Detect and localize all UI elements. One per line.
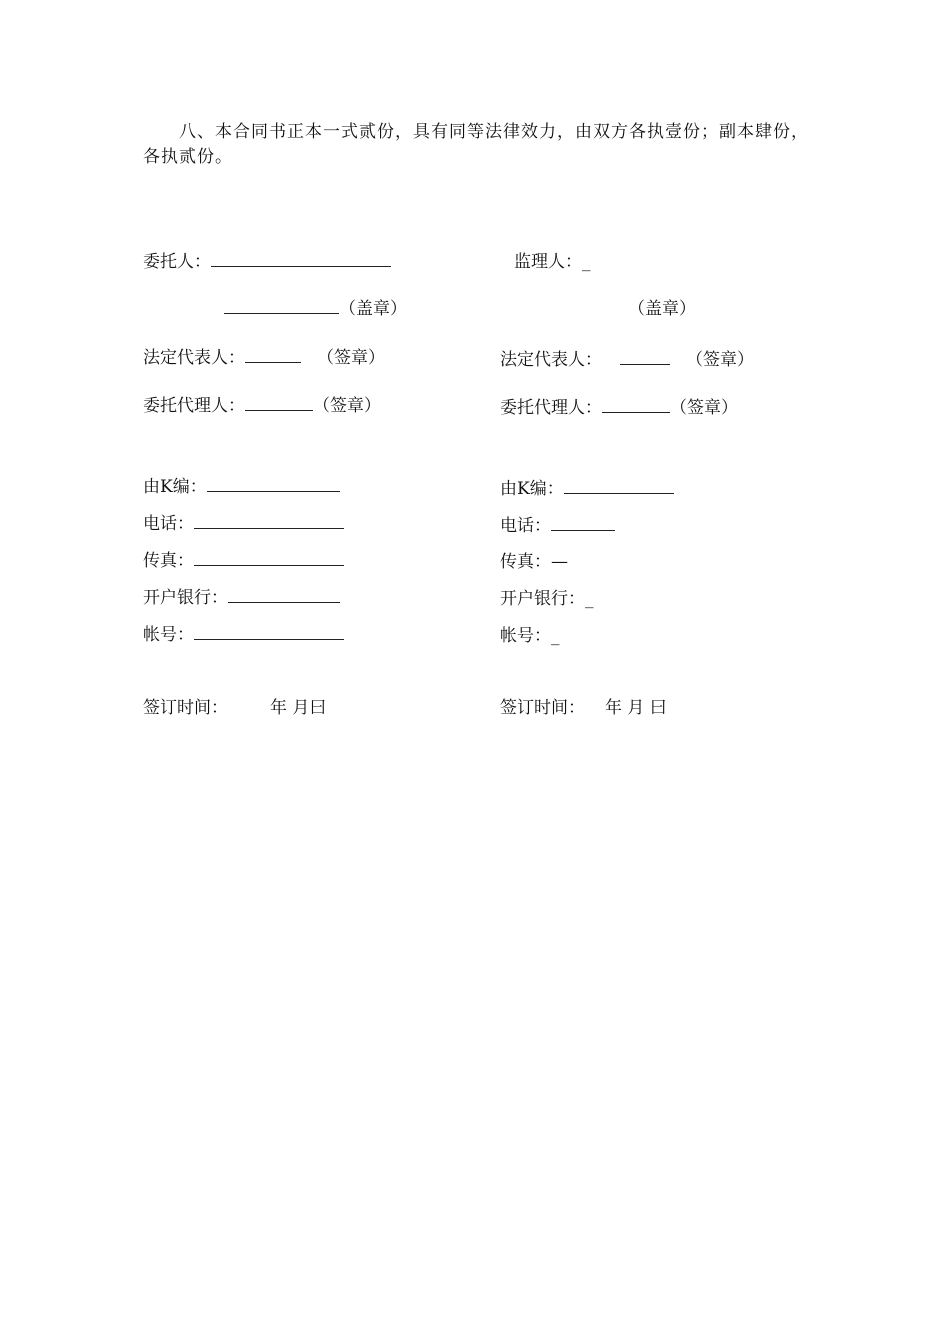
left-account-label: 帐号： [143,625,194,645]
left-agent-label: 委托代理人： [143,396,245,416]
right-legal-rep-label: 法定代表人： [500,350,602,370]
left-seal-row [224,299,407,319]
right-date-row [500,698,667,718]
right-phone-row [500,516,615,536]
left-agent-sign: （签章） [313,396,381,416]
clause-eight: 八、本合同书正本一式贰份，具有同等法律效力，由双方各执壹份；副本肆份，各执贰份。 [143,122,809,167]
left-phone-row [143,514,344,534]
left-client-row [143,252,391,272]
right-phone-blank[interactable] [551,516,615,531]
right-account-row [500,626,560,646]
right-postcode-row [500,479,674,499]
left-bank-blank[interactable] [228,588,340,603]
right-date-label: 签订时间： [500,698,585,718]
right-seal-row [628,299,696,319]
left-bank-row [143,588,340,608]
right-fax-row [500,552,568,572]
supervisor-seal-label: （盖章） [628,299,696,319]
right-phone-label: 电话： [500,516,551,536]
left-postcode-label: 由K编： [143,477,207,497]
left-phone-label: 电话： [143,514,194,534]
left-fax-label: 传真： [143,551,194,571]
client-blank[interactable] [211,252,391,267]
right-legal-rep-sign: （签章） [686,350,754,370]
left-date-row [143,698,326,718]
right-agent-row [500,398,738,418]
right-fax-label: 传真：— [500,552,568,572]
left-agent-blank[interactable] [245,396,313,411]
right-supervisor-row [514,252,591,272]
right-agent-blank[interactable] [602,398,670,413]
client-label: 委托人： [143,252,211,272]
left-postcode-row [143,477,340,497]
right-bank-label: 开户银行：_ [500,589,594,609]
left-phone-blank[interactable] [194,514,344,529]
right-agent-sign: （签章） [670,398,738,418]
right-postcode-label: 由K编： [500,479,564,499]
left-legal-rep-label: 法定代表人： [143,348,245,368]
right-account-label: 帐号：_ [500,626,560,646]
right-postcode-blank[interactable] [564,479,674,494]
left-date-label: 签订时间： [143,698,228,718]
left-account-row [143,625,344,645]
client-seal-blank[interactable] [224,299,339,314]
left-agent-row [143,396,381,416]
left-date-value: 年 月曰 [270,698,327,718]
left-legal-rep-row [143,348,385,368]
right-agent-label: 委托代理人： [500,398,602,418]
client-seal-label: （盖章） [339,299,407,319]
left-postcode-blank[interactable] [207,477,340,492]
left-fax-blank[interactable] [194,551,344,566]
left-fax-row [143,551,344,571]
right-legal-rep-blank[interactable] [620,350,670,365]
right-legal-rep-row [500,350,754,370]
left-bank-label: 开户银行： [143,588,228,608]
right-date-value: 年 月 曰 [605,698,667,718]
left-account-blank[interactable] [194,625,344,640]
left-legal-rep-sign: （签章） [317,348,385,368]
right-bank-row [500,589,594,609]
supervisor-label: 监理人：_ [514,252,591,272]
left-legal-rep-blank[interactable] [245,348,301,363]
